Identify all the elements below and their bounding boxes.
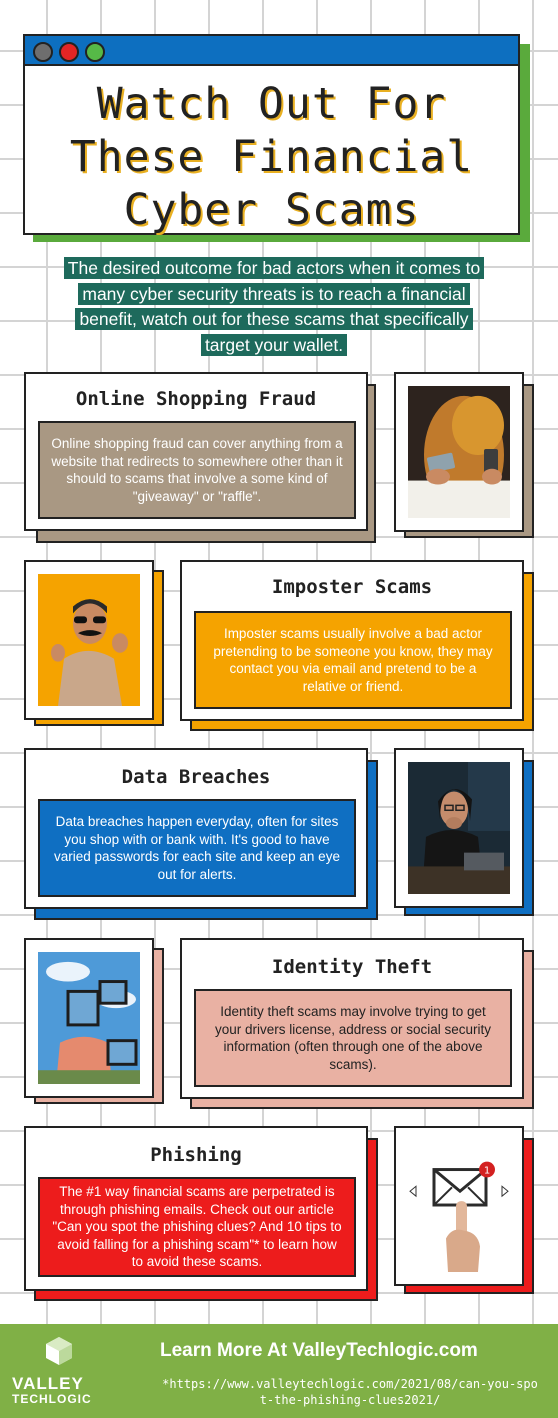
intro-line-2: many cyber security threats is to reach a financial — [78, 283, 469, 305]
valley-techlogic-logo-icon — [44, 1336, 74, 1366]
section-text-box: Data breaches happen everyday, often for sites you shop with or bank with. It's good to have varied passwords for each site and keep an eye out for alerts. — [38, 799, 356, 897]
window-dot-gray — [33, 42, 53, 62]
person-hiding-frames-photo — [38, 952, 140, 1084]
section-text-box: Imposter scams usually involve a bad actor pretending to be someone you know, they may contact you via email and pretend to be a relative or friend. — [194, 611, 512, 709]
logo-text-valley: VALLEY — [12, 1374, 84, 1393]
disguised-man-photo — [38, 574, 140, 706]
finger-email-icon-photo — [408, 1140, 510, 1272]
woman-card-phone-photo — [408, 386, 510, 518]
email-icon — [408, 1140, 510, 1272]
section-text-box: Identity theft scams may involve trying to get your drivers license, address or social security information (often through one of the above scams). — [194, 989, 512, 1087]
logo-text-techlogic: TECHLOGIC — [12, 1392, 92, 1406]
section-title: Identity Theft — [271, 956, 433, 978]
shocked-woman-laptop-photo — [408, 762, 510, 894]
learn-more-link[interactable]: Learn More At ValleyTechlogic.com — [160, 1340, 478, 1361]
section-card-imposter — [180, 560, 524, 721]
notification-badge: 1 — [483, 1165, 491, 1177]
article-url-link[interactable]: *https://www.valleytechlogic.com/2021/08/can-you-spot-the-phishing-clues2021/ — [162, 1377, 538, 1407]
footer — [0, 1324, 558, 1418]
photo-frame — [394, 748, 524, 908]
intro-line-3: benefit, watch out for these scams that specifically — [75, 308, 472, 330]
window-dot-green — [85, 42, 105, 62]
photo-frame — [24, 560, 154, 720]
section-text-box: Online shopping fraud can cover anything from a website that redirects to somewhere other than it should to scams that involve a some kind of "giveaway" or "raffle". — [38, 421, 356, 519]
section-text-box: The #1 way financial scams are perpetrated is through phishing emails. Check out our article "Can you spot the phishing clues? And 10 tips to avoid falling for a phishing scam"* to learn how to avoid these scams. — [38, 1177, 356, 1277]
intro-line-4: target your wallet. — [201, 334, 347, 356]
window-title-bar — [25, 36, 518, 66]
page-title: Watch Out For These Financial Cyber Scams — [69, 79, 474, 235]
photo-frame — [394, 372, 524, 532]
photo-frame — [24, 938, 154, 1098]
section-title: Online Shopping Fraud — [75, 388, 317, 410]
window-dot-red — [59, 42, 79, 62]
header-window — [23, 34, 520, 235]
section-title: Data Breaches — [121, 766, 271, 788]
intro-line-1: The desired outcome for bad actors when it comes to — [64, 257, 484, 279]
photo-frame — [394, 1126, 524, 1286]
section-card-phishing — [24, 1126, 368, 1291]
section-card-data-breaches — [24, 748, 368, 909]
section-title: Phishing — [150, 1144, 242, 1166]
section-card-identity-theft — [180, 938, 524, 1099]
section-title: Imposter Scams — [271, 576, 433, 598]
section-card-online-shopping — [24, 372, 368, 531]
intro-text — [32, 256, 516, 360]
